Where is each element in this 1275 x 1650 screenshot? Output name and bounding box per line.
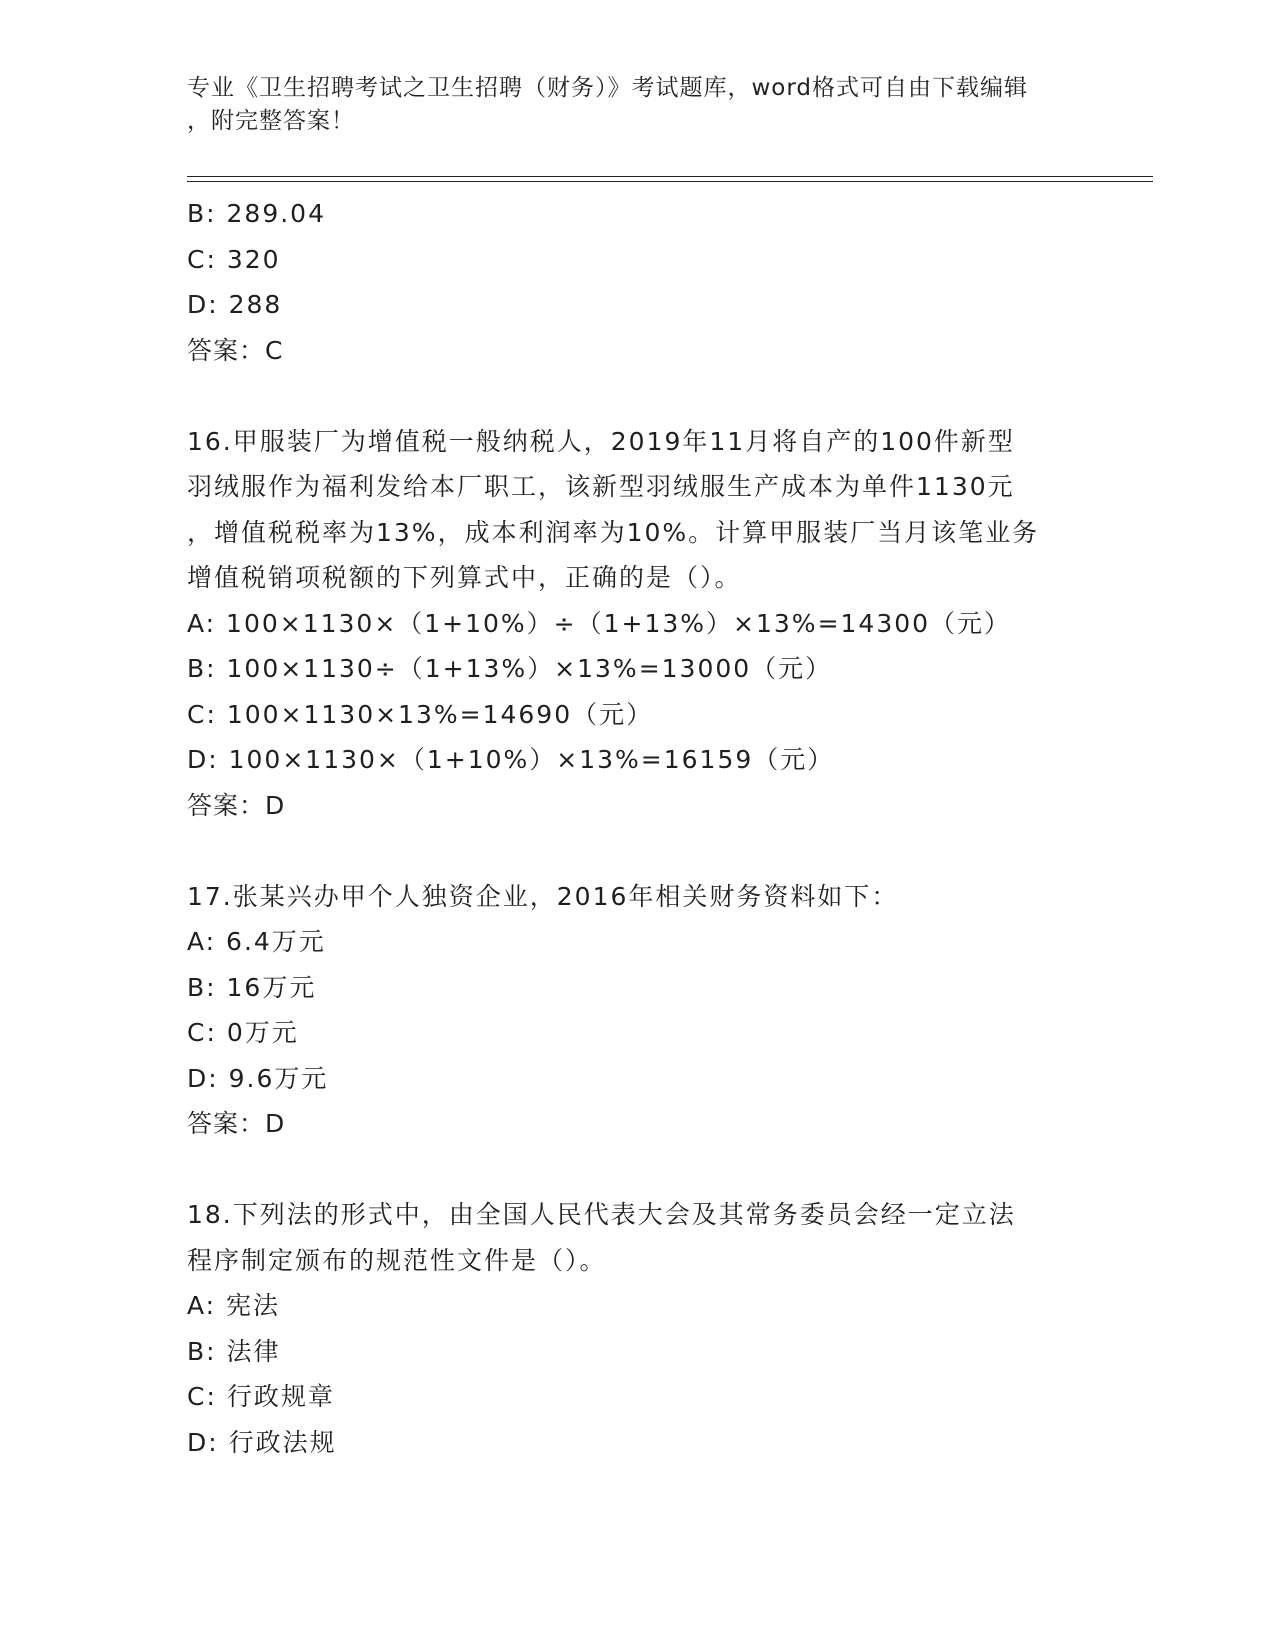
question-text-line: 18.下列法的形式中，由全国人民代表大会及其常务委员会经一定立法 — [187, 1200, 1016, 1229]
option-c: C: 100×1130×13%=14690（元） — [187, 699, 654, 729]
option-d: D: 9.6万元 — [187, 1063, 329, 1093]
header-line-1: 专业《卫生招聘考试之卫生招聘（财务）》考试题库，word格式可自由下载编辑 — [187, 75, 1029, 101]
option-a: A: 100×1130×（1+10%）÷（1+13%）×13%=14300（元） — [187, 608, 1012, 638]
answer-line: 答案：D — [187, 1109, 286, 1138]
option-a: A: 6.4万元 — [187, 927, 326, 956]
option-c: C: 行政规章 — [187, 1382, 335, 1411]
answer-line: 答案：D — [187, 790, 286, 820]
question-text-line: 增值税销项税额的下列算式中，正确的是（）。 — [187, 563, 742, 592]
question-block-16 — [187, 419, 1087, 829]
answer-line: 答案：C — [187, 335, 284, 365]
question-block-17 — [187, 874, 1087, 1147]
question-text-line: 17.张某兴办甲个人独资企业，2016年相关财务资料如下： — [187, 881, 899, 911]
option-b: B: 法律 — [187, 1336, 281, 1366]
block-gap — [187, 1147, 1087, 1193]
question-text-line: 羽绒服作为福利发给本厂职工，该新型羽绒服生产成本为单件1130元 — [187, 472, 1015, 501]
question-block-15 — [187, 191, 1087, 373]
header-line-2: ，附完整答案！ — [187, 108, 355, 134]
option-d: D: 行政法规 — [187, 1427, 337, 1457]
block-gap — [187, 828, 1087, 874]
option-b: B: 16万元 — [187, 972, 317, 1002]
header-divider-top — [187, 176, 1153, 177]
option-d: D: 288 — [187, 290, 283, 319]
document-header — [187, 72, 1067, 138]
question-block-18 — [187, 1192, 1087, 1465]
question-text-line: 程序制定颁布的规范性文件是（）。 — [187, 1245, 607, 1275]
option-c: C: 0万元 — [187, 1018, 299, 1047]
question-text-line: ，增值税税率为13%，成本利润率为10%。计算甲服装厂当月该笔业务 — [187, 517, 1040, 547]
header-divider-bottom — [187, 181, 1153, 182]
option-b: B: 289.04 — [187, 199, 326, 228]
option-b: B: 100×1130÷（1+13%）×13%=13000（元） — [187, 654, 833, 683]
option-a: A: 宪法 — [187, 1291, 281, 1320]
block-gap — [187, 373, 1087, 419]
question-list — [187, 191, 1087, 1465]
question-text-line: 16.甲服装厂为增值税一般纳税人，2019年11月将自产的100件新型 — [187, 426, 1015, 456]
option-c: C: 320 — [187, 244, 281, 274]
option-d: D: 100×1130×（1+10%）×13%=16159（元） — [187, 745, 835, 774]
